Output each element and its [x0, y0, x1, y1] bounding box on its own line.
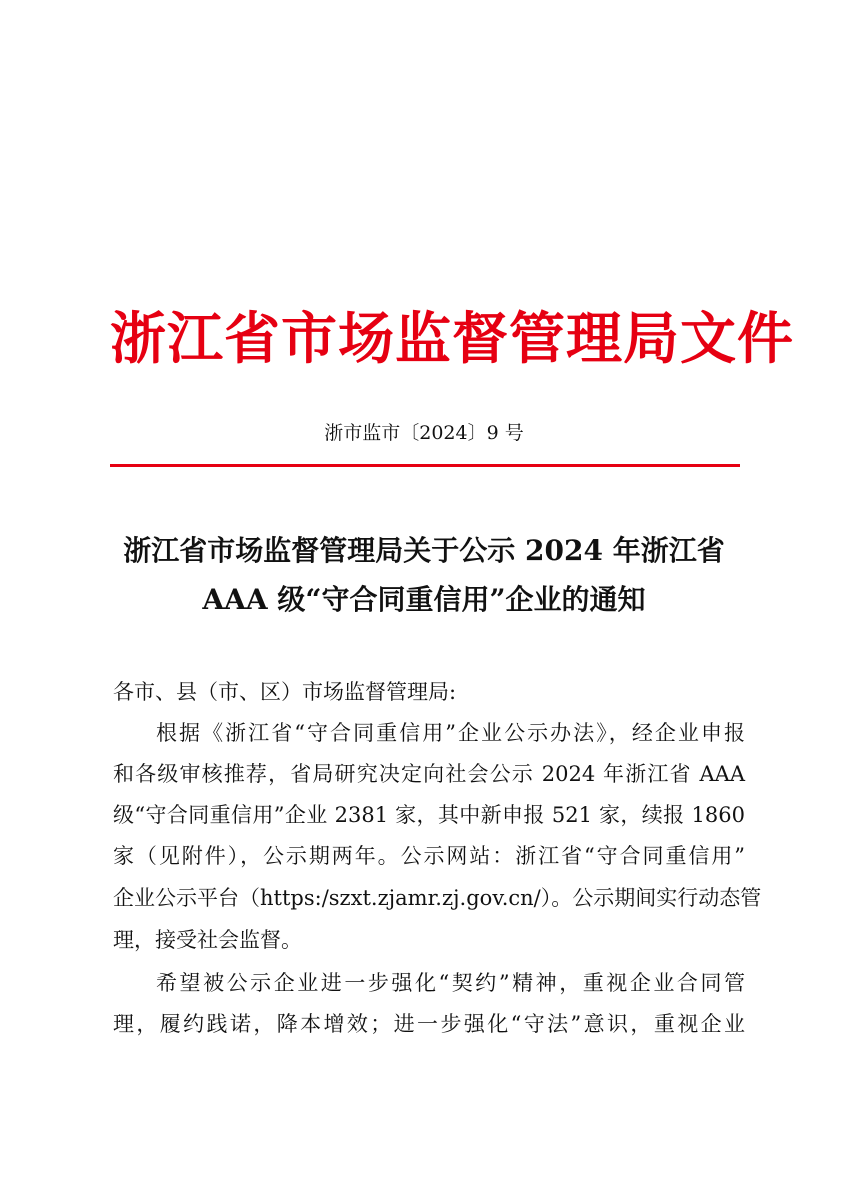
body-line: 企业公示平台（https:/szxt.zjamr.zj.gov.cn/）。公示期间实行动态管 [113, 886, 762, 910]
body-line: 家（见附件），公示期两年。公示网站：浙江省“守合同重信用” [113, 844, 745, 868]
document-banner: 浙江省市场监督管理局文件 [110, 307, 794, 372]
document-number: 浙市监市〔2024〕9 号 [324, 422, 524, 444]
body-line: 希望被公示企业进一步强化“契约”精神，重视企业合同管 [156, 971, 745, 995]
body-line: 理，履约践诺，降本增效；进一步强化“守法”意识，重视企业 [113, 1012, 745, 1036]
body-line: 和各级审核推荐，省局研究决定向社会公示 2024 年浙江省 AAA [113, 762, 745, 786]
red-divider [110, 464, 740, 467]
salutation: 各市、县（市、区）市场监督管理局: [113, 680, 457, 704]
body-line: 根据《浙江省“守合同重信用”企业公示办法》，经企业申报 [156, 721, 745, 745]
body-line: 理，接受社会监督。 [113, 928, 302, 952]
notice-title-line-2: AAA 级“守合同重信用”企业的通知 [202, 583, 646, 616]
notice-title-line-1: 浙江省市场监督管理局关于公示 2024 年浙江省 [123, 534, 725, 567]
body-line: 级“守合同重信用”企业 2381 家，其中新申报 521 家，续报 1860 [113, 803, 745, 827]
